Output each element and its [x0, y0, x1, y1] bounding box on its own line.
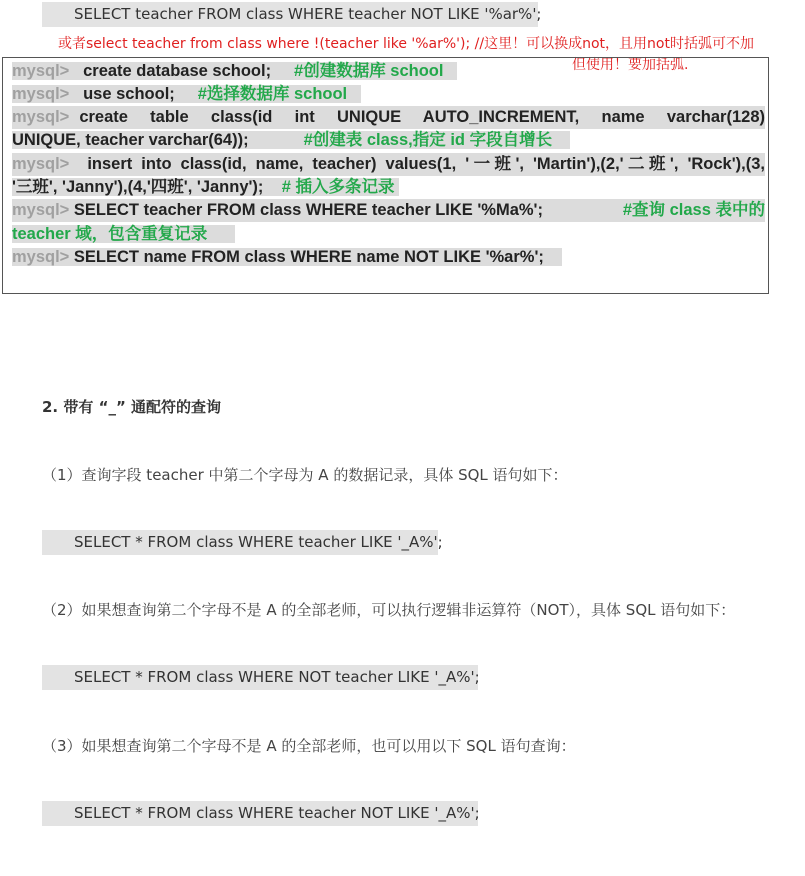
mysql-prompt: mysql>	[12, 155, 70, 173]
paragraph-3	[42, 735, 576, 756]
mysql-line-3	[12, 106, 765, 129]
mysql-line-2	[12, 83, 361, 106]
mysql-command: create table class(id int UNIQUE AUTO_INCREMENT, name varchar(128)	[79, 108, 765, 126]
paragraph-1-text: （1）查询字段 teacher 中第二个字母为 A 的数据记录，具体 SQL 语句如下：	[42, 466, 568, 484]
mysql-command-cont: '三班', 'Janny'),(4,'四班', 'Janny');	[12, 178, 264, 196]
mysql-comment: #查询 class 表中的	[622, 201, 765, 219]
section-title-text: 2. 带有 “_” 通配符的查询	[42, 398, 222, 416]
mysql-line-4b	[12, 176, 399, 199]
code-block-3	[42, 801, 478, 826]
mysql-command: insert into class(id, name, teacher) values(1, '一班', 'Martin'),(2,'二班', 'Rock'),(3,	[87, 155, 765, 173]
red-note-line1	[58, 35, 803, 53]
mysql-prompt: mysql>	[12, 108, 70, 126]
paragraph-1	[42, 464, 568, 485]
section-title	[42, 396, 221, 417]
note-text-2: 但使用！要加括弧.	[572, 57, 689, 73]
mysql-comment-cont: teacher 域，包含重复记录	[12, 225, 208, 243]
mysql-prompt: mysql>	[12, 248, 70, 266]
mysql-line-3b	[12, 129, 570, 152]
mysql-line-5	[12, 199, 765, 222]
mysql-line-1	[12, 60, 457, 83]
mysql-command: SELECT teacher FROM class WHERE teacher LIKE '%Ma%';	[73, 201, 543, 219]
mysql-comment: #创建数据库 school	[294, 62, 444, 80]
mysql-command: use school;	[83, 85, 175, 103]
code-text: SELECT * FROM class WHERE teacher NOT LIKE '_A%';	[74, 804, 480, 822]
code-text: SELECT * FROM class WHERE teacher LIKE '_A%';	[74, 533, 443, 551]
paragraph-3-text: （3）如果想查询第二个字母不是 A 的全部老师，也可以用以下 SQL 语句查询：	[42, 737, 576, 755]
mysql-command-box	[2, 57, 769, 294]
paragraph-2	[42, 599, 735, 620]
paragraph-2-text: （2）如果想查询第二个字母不是 A 的全部老师，可以执行逻辑非运算符（NOT），具体 SQL 语句如下：	[42, 601, 736, 619]
code-text: SELECT teacher FROM class WHERE teacher NOT LIKE '%ar%';	[74, 5, 542, 23]
note-text-1: 或者select teacher from class where !(teacher like '%ar%'); //这里！可以换成not，且用not时括弧可不加	[58, 36, 754, 52]
code-block-2	[42, 665, 478, 690]
mysql-line-5b	[12, 223, 235, 246]
mysql-comment: #选择数据库 school	[197, 85, 348, 103]
mysql-line-6	[12, 246, 562, 269]
code-block-top	[42, 2, 542, 27]
mysql-comment: # 插入多条记录	[281, 178, 395, 196]
mysql-line-4	[12, 153, 765, 176]
mysql-prompt: mysql>	[12, 85, 70, 103]
mysql-command: SELECT name FROM class WHERE name NOT LIKE '%ar%';	[73, 248, 544, 266]
mysql-comment: #创建表 class,指定 id 字段自增长	[303, 131, 553, 149]
code-block-1	[42, 530, 443, 555]
mysql-command-cont: UNIQUE, teacher varchar(64));	[12, 131, 249, 149]
mysql-prompt: mysql>	[12, 62, 70, 80]
code-text: SELECT * FROM class WHERE NOT teacher LIKE '_A%';	[74, 668, 480, 686]
mysql-command: create database school;	[83, 62, 272, 80]
mysql-prompt: mysql>	[12, 201, 70, 219]
